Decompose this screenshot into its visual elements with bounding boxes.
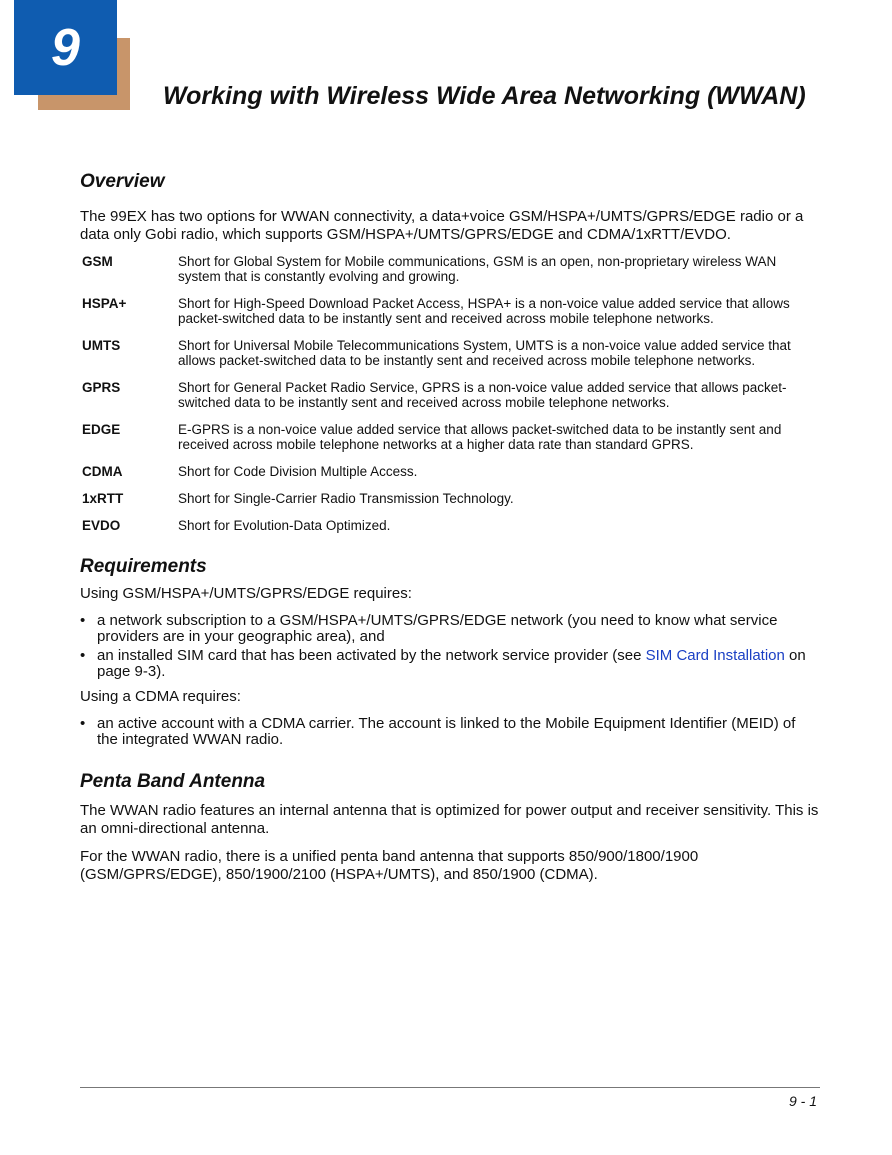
definition-desc: Short for Evolution-Data Optimized.	[178, 518, 391, 533]
definition-desc: Short for Single-Carrier Radio Transmission Technology.	[178, 491, 514, 506]
sim-card-installation-link[interactable]: SIM Card Installation	[645, 647, 785, 664]
requirements-cdma-intro: Using a CDMA requires:	[80, 688, 241, 705]
chapter-badge	[0, 0, 132, 112]
definition-1xrtt	[82, 491, 820, 506]
definition-desc: Short for High-Speed Download Packet Access, HSPA+ is a non-voice value added service that allows packet-switched data to be instantly sent and received across mobile telephone networks.	[178, 296, 790, 326]
list-item	[80, 648, 820, 680]
overview-heading: Overview	[80, 171, 165, 192]
definition-desc: E-GPRS is a non-voice value added service that allows packet-switched data to be instantly sent and received across mobile telephone networks at a higher data rate than standard GPRS.	[178, 422, 782, 452]
requirements-heading: Requirements	[80, 556, 207, 577]
definition-gsm	[82, 254, 820, 284]
list-item-text: an installed SIM card that has been activated by the network service provider (see	[97, 647, 646, 664]
definition-term: EDGE	[82, 422, 121, 437]
antenna-section	[80, 770, 820, 884]
definition-evdo	[82, 518, 820, 533]
list-item	[80, 613, 820, 645]
definition-desc: Short for Global System for Mobile communications, GSM is an open, non-proprietary wireless WAN system that is constantly evolving and growing.	[178, 254, 777, 284]
list-item-text: on page 9-3).	[97, 647, 806, 680]
definition-desc: Short for Code Division Multiple Access.	[178, 464, 418, 479]
definition-desc: Short for Universal Mobile Telecommunications System, UMTS is a non-voice value added service that allows packet-switched data to be instantly sent and received across mobile telephone networks.	[178, 338, 791, 368]
bullet-icon: •	[80, 715, 86, 732]
chapter-title: Working with Wireless Wide Area Networking (WWAN)	[163, 82, 806, 110]
definition-list	[82, 254, 820, 533]
requirements-gsm-list	[80, 613, 820, 680]
antenna-para-1: The WWAN radio features an internal antenna that is optimized for power output and receiver sensitivity. This is an omni-directional antenna.	[80, 802, 819, 837]
definition-hspa	[82, 296, 820, 326]
overview-intro: The 99EX has two options for WWAN connectivity, a data+voice GSM/HSPA+/UMTS/GPRS/EDGE radio or a data only Gobi radio, which supports GSM/HSPA+/UMTS/GPRS/EDGE and CDMA/1xRTT/EVDO.	[80, 208, 804, 243]
definition-desc: Short for General Packet Radio Service, GPRS is a non-voice value added service that allows packet-switched data to be instantly sent and received across mobile telephone networks.	[178, 380, 787, 410]
definition-term: EVDO	[82, 518, 121, 533]
definition-term: UMTS	[82, 338, 121, 353]
footer-divider	[80, 1087, 820, 1088]
definition-gprs	[82, 380, 820, 410]
list-item	[80, 716, 820, 748]
definition-term: CDMA	[82, 464, 123, 479]
definition-term: HSPA+	[82, 296, 127, 311]
list-item-text: a network subscription to a GSM/HSPA+/UMTS/GPRS/EDGE network (you need to know what service providers are in your geographic area), and	[97, 612, 778, 645]
requirements-section	[80, 555, 820, 748]
requirements-gsm-intro: Using GSM/HSPA+/UMTS/GPRS/EDGE requires:	[80, 585, 412, 602]
page-number: 9 - 1	[788, 1093, 817, 1109]
list-item-text: an active account with a CDMA carrier. The account is linked to the Mobile Equipment Identifier (MEID) of the integrated WWAN radio.	[97, 715, 796, 748]
definition-term: GPRS	[82, 380, 121, 395]
overview-section	[80, 170, 820, 533]
page-content	[80, 170, 820, 892]
bullet-icon: •	[80, 647, 86, 664]
antenna-heading: Penta Band Antenna	[80, 771, 266, 792]
definition-term: 1xRTT	[82, 491, 124, 506]
requirements-cdma-list	[80, 716, 820, 748]
bullet-icon: •	[80, 612, 86, 629]
antenna-para-2: For the WWAN radio, there is a unified penta band antenna that supports 850/900/1800/1900 (GSM/GPRS/EDGE), 850/1900/2100 (HSPA+/UMTS), and 850/1900 (CDMA).	[80, 848, 699, 883]
definition-cdma	[82, 464, 820, 479]
definition-term: GSM	[82, 254, 113, 269]
definition-umts	[82, 338, 820, 368]
chapter-number: 9	[51, 19, 80, 77]
definition-edge	[82, 422, 820, 452]
